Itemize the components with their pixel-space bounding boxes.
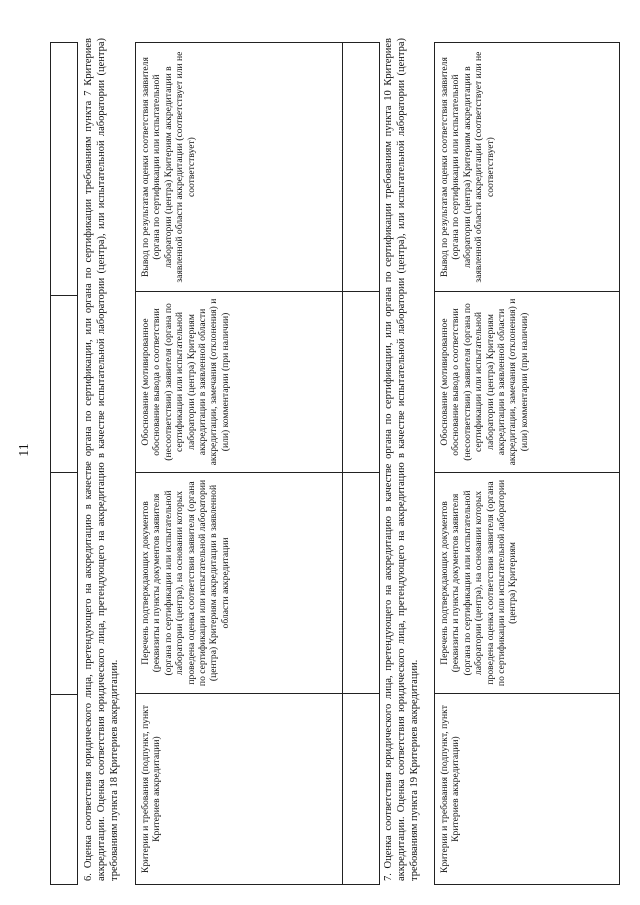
previous-table-cell — [51, 695, 78, 885]
previous-table-cell — [51, 43, 78, 296]
conclusion-header: Вывод по результатам оценки соответствия заявителя (органа по сертификации или испытательной лаборатории (центра) Критериям аккредитации в заявленной области аккредитации (соответствует или не соответствует) — [136, 43, 343, 292]
table-row — [136, 43, 343, 885]
previous-table-cell — [51, 295, 78, 473]
criteria-header: Критерии и требования (подпункт, пункт Критериев аккредитации) — [136, 694, 343, 885]
page-number: 11 — [17, 443, 32, 457]
section7-table — [434, 42, 620, 885]
conclusion-header: Вывод по результатам оценки соответствия заявителя (органа по сертификации или испытательной лаборатории (центра) Критериям аккредитации в заявленной области аккредитации (соответствует или не соответствует) — [435, 43, 620, 292]
section6-paragraph: 6. Оценка соответствия юридического лица, претендующего на аккредитацию в качестве органа по сертификации, или органа по сертификации требованиям пункта 7 Критериев аккредитации. Оценка соответствия юридического лица, претендующего на аккредитацию в качестве испытательной лаборатории (центра), или испытательной лаборатории (центра) требованиям пункта 18 Критериев аккредитации. — [83, 38, 120, 881]
criteria-header: Критерии и требования (подпункт, пункт Критериев аккредитации) — [435, 694, 620, 885]
justification-header: Обоснование (мотивированное обоснование вывода о соответствии (несоответствии) заявителя (органа по сертификации или испытательной лаборатории (центра) Критериям аккредитации в заявленной области аккредитации, замечания (отклонения) и (или) комментарии (при наличии) — [136, 292, 343, 473]
justification-header: Обоснование (мотивированное обоснование вывода о соответствии (несоответствии) заявителя (органа по сертификации или испытательной лаборатории (центра) Критериям аккредитации в заявленной области аккредитации, замечания (отклонения) и (или) комментарии (при наличии) — [435, 292, 620, 473]
empty-cell — [343, 694, 380, 885]
section7-paragraph: 7. Оценка соответствия юридического лица, претендующего на аккредитацию в качестве органа по сертификации, или органа по сертификации требованиям пункта 10 Критериев аккредитации. Оценка соответствия юридического лица, претендующего на аккредитацию в качестве испытательной лаборатории (центра), или испытательной лаборатории (центра) требованиям пункта 19 Критериев аккредитации. — [383, 38, 420, 881]
empty-cell — [343, 472, 380, 693]
documents-header: Перечень подтверждающих документов (реквизиты и пункты документов заявителя (органа по сертификации или испытательной лаборатории (центра), на основании которых проведена оценка соответствия заявителя (органа по сертификации или испытательной лаборатории (центра) Критериям аккредитации в заявленной области аккредитации — [136, 472, 343, 693]
documents-header: Перечень подтверждающих документов (реквизиты и пункты документов заявителя (органа по сертификации или испытательной лаборатории (центра), на основании которых проведена оценка соответствия заявителя (органа по сертификации или испытательной лаборатории (центра) Критериям — [435, 472, 620, 693]
empty-cell — [343, 43, 380, 292]
table-row — [343, 43, 380, 885]
table-row — [435, 43, 620, 885]
empty-cell — [343, 292, 380, 473]
previous-table-continuation — [50, 42, 78, 885]
previous-table-cell — [51, 473, 78, 695]
section6-table — [135, 42, 380, 885]
